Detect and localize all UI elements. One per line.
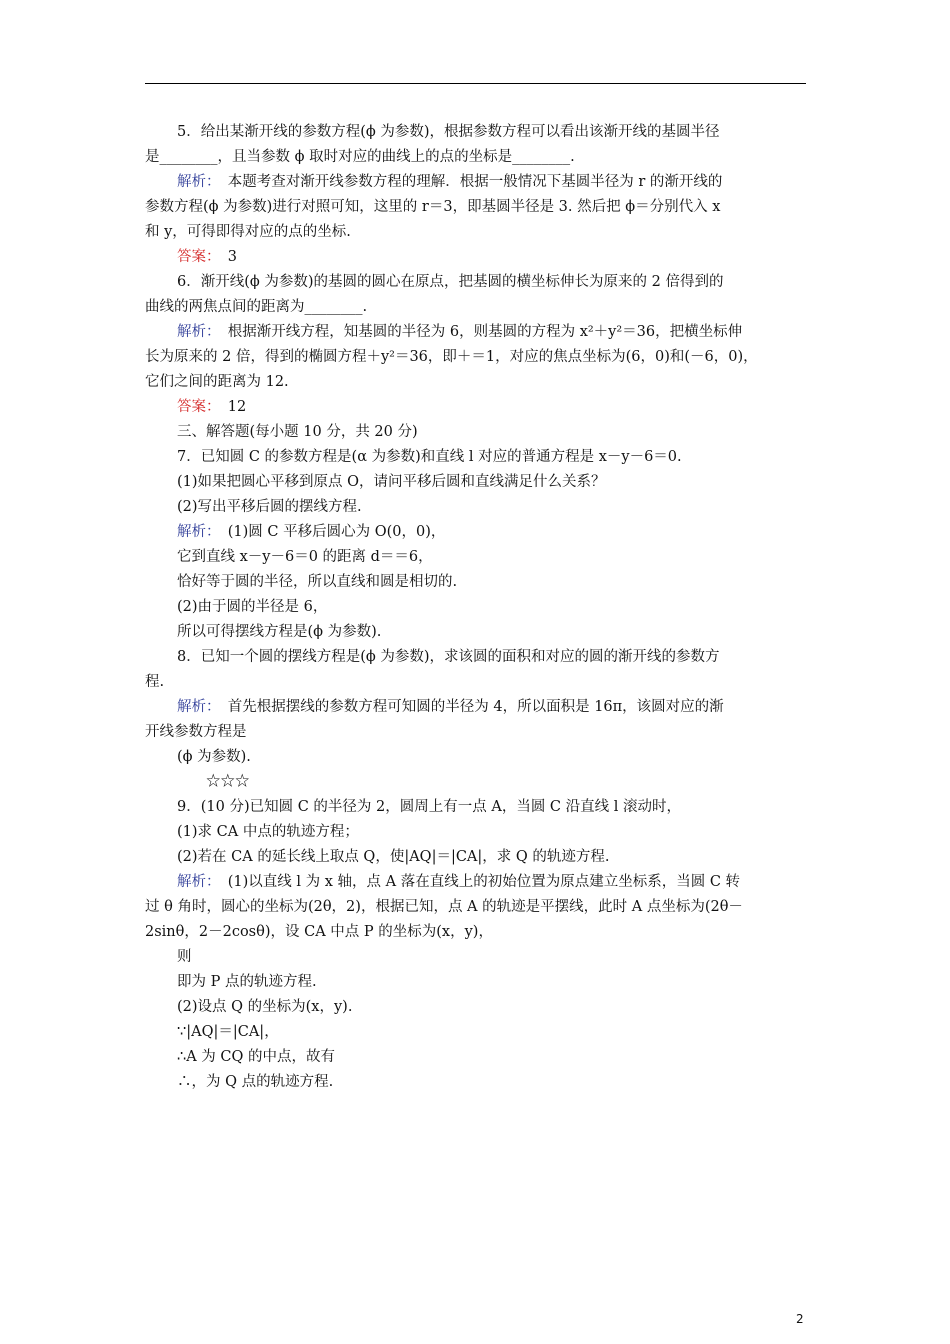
text-line: [145, 995, 810, 1020]
analysis-label: 解析：: [177, 174, 214, 190]
line-text: 7．已知圆 C 的参数方程是(α 为参数)和直线 l 对应的普通方程是 x－y－6＝0.: [177, 449, 682, 465]
document-body: [145, 120, 810, 1095]
answer-label: 答案：: [177, 399, 214, 415]
text-line: [145, 145, 810, 170]
text-line: [145, 120, 810, 145]
text-line: [145, 420, 810, 445]
page-number: 2: [796, 1312, 804, 1326]
text-line: [145, 920, 810, 945]
text-line: [145, 970, 810, 995]
text-line: [145, 670, 810, 695]
line-text: (2)设点 Q 的坐标为(x，y).: [177, 999, 353, 1015]
text-line: [145, 645, 810, 670]
text-line: [145, 595, 810, 620]
line-text: 所以可得摆线方程是(ϕ 为参数).: [177, 624, 382, 640]
line-text: 则: [177, 949, 192, 965]
text-line: [145, 520, 810, 545]
text-line: [145, 295, 810, 320]
text-line: [145, 470, 810, 495]
text-line: [145, 895, 810, 920]
line-text: 9．(10 分)已知圆 C 的半径为 2，圆周上有一点 A，当圆 C 沿直线 l 滚动时，: [177, 799, 681, 815]
line-text: 三、解答题(每小题 10 分，共 20 分): [177, 424, 418, 440]
text-line: [145, 495, 810, 520]
line-text: 它到直线 x－y－6＝0 的距离 d＝＝6，: [177, 549, 433, 565]
text-line: [145, 170, 810, 195]
line-text: 即为 P 点的轨迹方程.: [177, 974, 317, 990]
text-line: [145, 395, 810, 420]
text-line: [145, 1070, 810, 1095]
text-line: [145, 370, 810, 395]
line-text: ∴A 为 CQ 的中点，故有: [177, 1049, 336, 1065]
text-line: [145, 695, 810, 720]
line-text: 参数方程(ϕ 为参数)进行对照可知，这里的 r＝3，即基圆半径是 3. 然后把 ϕ＝分别代入 x: [145, 199, 721, 215]
text-line: [145, 620, 810, 645]
line-text: ∴，为 Q 点的轨迹方程.: [177, 1074, 334, 1090]
line-text: 首先根据摆线的参数方程可知圆的半径为 4，所以面积是 16π，该圆对应的渐: [213, 699, 724, 715]
text-line: [145, 795, 810, 820]
line-text: (1)求 CA 中点的轨迹方程；: [177, 824, 359, 840]
line-text: 12: [213, 399, 247, 415]
text-line: [145, 570, 810, 595]
line-text: (2)由于圆的半径是 6，: [177, 599, 328, 615]
line-text: 8．已知一个圆的摆线方程是(ϕ 为参数)，求该圆的面积和对应的圆的渐开线的参数方: [177, 649, 720, 665]
line-text: 根据渐开线方程，知基圆的半径为 6，则基圆的方程为 x²＋y²＝36，把横坐标伸: [213, 324, 743, 340]
analysis-label: 解析：: [177, 874, 214, 890]
line-text: 过 θ 角时，圆心的坐标为(2θ，2)，根据已知，点 A 的轨迹是平摆线，此时 A 点坐标为(2θ－: [145, 899, 743, 915]
text-line: [145, 945, 810, 970]
line-text: (2)写出平移后圆的摆线方程.: [177, 499, 362, 515]
line-text: (1)圆 C 平移后圆心为 O(0，0)，: [213, 524, 446, 540]
text-line: [145, 195, 810, 220]
header-rule: [145, 83, 806, 84]
line-text: 恰好等于圆的半径，所以直线和圆是相切的.: [177, 574, 458, 590]
line-text: (2)若在 CA 的延长线上取点 Q，使|AQ|＝|CA|，求 Q 的轨迹方程.: [177, 849, 610, 865]
line-text: (ϕ 为参数).: [177, 749, 251, 765]
analysis-label: 解析：: [177, 699, 214, 715]
analysis-label: 解析：: [177, 524, 214, 540]
line-text: 它们之间的距离为 12.: [145, 374, 289, 390]
text-line: [145, 545, 810, 570]
text-line: [145, 1045, 810, 1070]
answer-label: 答案：: [177, 249, 214, 265]
line-text: 5．给出某渐开线的参数方程(ϕ 为参数)，根据参数方程可以看出该渐开线的基圆半径: [177, 124, 720, 140]
line-text: 和 y，可得即得对应的点的坐标.: [145, 224, 351, 240]
text-line: [145, 745, 810, 770]
text-line: [145, 320, 810, 345]
text-line: [145, 870, 810, 895]
line-text: 是________，且当参数 ϕ 取时对应的曲线上的点的坐标是________.: [145, 149, 575, 165]
text-line: [145, 245, 810, 270]
line-text: (1)以直线 l 为 x 轴，点 A 落在直线上的初始位置为原点建立坐标系，当圆 C 转: [213, 874, 741, 890]
text-line: [145, 445, 810, 470]
line-text: 长为原来的 2 倍，得到的椭圆方程＋y²＝36，即＋＝1，对应的焦点坐标为(6，0)和(－6，0)，: [145, 349, 758, 365]
line-text: 2sinθ，2－2cosθ)，设 CA 中点 P 的坐标为(x，y)，: [145, 924, 493, 940]
line-text: 程.: [145, 674, 165, 690]
line-text: 3: [213, 249, 237, 265]
text-line: [145, 770, 810, 795]
text-line: [145, 345, 810, 370]
line-text: ∵|AQ|＝|CA|，: [177, 1024, 279, 1040]
analysis-label: 解析：: [177, 324, 214, 340]
text-line: [145, 270, 810, 295]
text-line: [145, 1020, 810, 1045]
line-text: ☆☆☆: [177, 774, 250, 790]
text-line: [145, 220, 810, 245]
text-line: [145, 720, 810, 745]
line-text: 开线参数方程是: [145, 724, 247, 740]
line-text: 曲线的两焦点间的距离为________.: [145, 299, 368, 315]
line-text: (1)如果把圆心平移到原点 O，请问平移后圆和直线满足什么关系？: [177, 474, 606, 490]
text-line: [145, 820, 810, 845]
line-text: 本题考查对渐开线参数方程的理解．根据一般情况下基圆半径为 r 的渐开线的: [213, 174, 723, 190]
text-line: [145, 845, 810, 870]
line-text: 6．渐开线(ϕ 为参数)的基圆的圆心在原点，把基圆的横坐标伸长为原来的 2 倍得到的: [177, 274, 724, 290]
